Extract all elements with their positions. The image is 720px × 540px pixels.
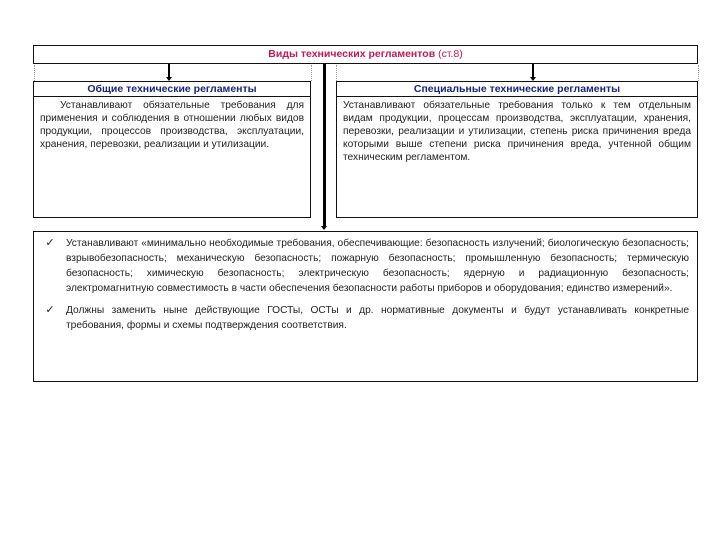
article-reference: (ст.8)	[435, 48, 463, 60]
diagram-title-box	[33, 45, 698, 64]
checkmark-icon: ✓	[45, 304, 55, 316]
feature-text: Должны заменить ныне действующие ГОСТы, ОСТы и др. нормативные документы и будут устанавливать конкретные требования, формы и схемы подтверждения соответствия.	[66, 305, 689, 331]
heading-text: Общие технические регламенты	[87, 83, 257, 95]
connector-center	[323, 64, 326, 227]
connector-left	[168, 64, 170, 78]
regulation-features-box	[33, 231, 698, 382]
general-regulations-heading	[33, 81, 311, 97]
diagram-title: Виды технических регламентов	[268, 48, 436, 60]
guide-dots-left	[34, 65, 35, 81]
special-regulations-description: Устанавливают обязательные требования только к тем отдельным видам продукции, процессам производства, эксплуатации, хранения, перевозки, реализации и утилизации, степень риска причинения вреда которыми выше степени риска причинения вреда, учтенной общим техническим регламентом.	[336, 96, 698, 218]
guide-dots-right	[698, 65, 699, 81]
feature-item	[34, 236, 689, 296]
special-regulations-heading	[336, 81, 698, 97]
checkmark-icon: ✓	[45, 237, 55, 249]
feature-text: Устанавливают «минимально необходимые требования, обеспечивающие: безопасность излучений; биологическую безопасность; взрывобезопасность; механическую безопасность; пожарную безопасность; промышленную безопасность; термическую безопасность; химическую безопасность; электрическую безопасность; ядерную и радиационную безопасность; электромагнитную совместимость в части обеспечения безопасности работы приборов и оборудования; единство измерений».	[66, 238, 689, 294]
feature-item	[34, 303, 689, 333]
guide-dots-mid-left	[311, 65, 312, 81]
connector-right	[532, 64, 534, 78]
arrow-down-icon	[321, 226, 327, 230]
guide-dots-mid-right	[336, 65, 337, 81]
general-regulations-description: Устанавливают обязательные требования для применения и соблюдения в отношении любых видов продукции, процессов производства, эксплуатации, хранения, перевозки, реализации и утилизации.	[33, 96, 311, 218]
heading-text: Специальные технические регламенты	[413, 83, 621, 95]
